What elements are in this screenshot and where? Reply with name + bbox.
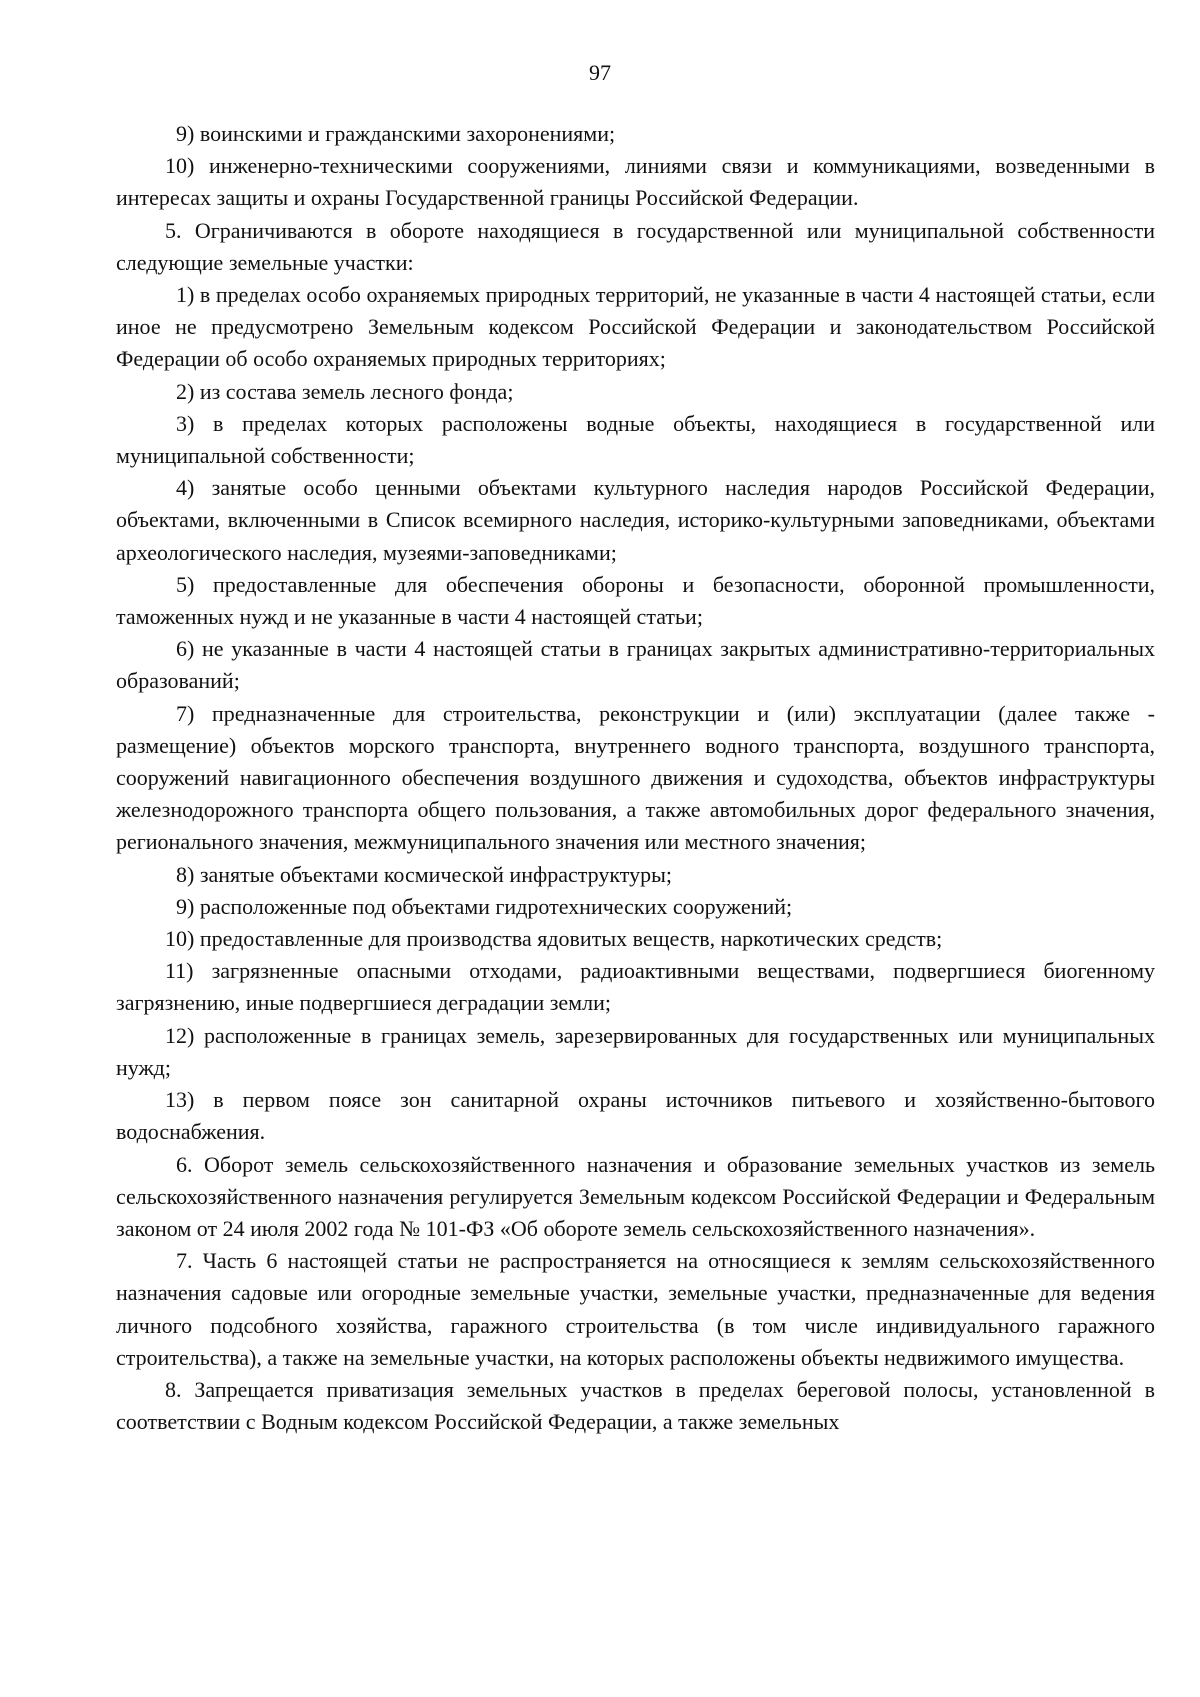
list-item: 2) из состава земель лесного фонда; xyxy=(176,378,514,404)
list-item: 3) в пределах которых расположены водные объекты, находящиеся в государственной или муниципальной собственности; xyxy=(116,410,1155,469)
list-item: 13) в первом поясе зон санитарной охраны источников питьевого и хозяйственно-бытового водоснабжения. xyxy=(116,1087,1155,1145)
list-item: 10) предоставленные для производства ядовитых веществ, наркотических средств; xyxy=(165,926,943,952)
list-item: 12) расположенные в границах земель, зарезервированных для государственных или муниципальных нужд; xyxy=(116,1022,1155,1080)
page-number: 97 xyxy=(589,60,611,85)
list-item: 5) предоставленные для обеспечения обороны и безопасности, оборонной промышленности, таможенных нужд и не указанные в части 4 настоящей статьи; xyxy=(116,571,1155,630)
list-item: 6) не указанные в части 4 настоящей статьи в границах закрытых административно-территориальных образований; xyxy=(116,636,1155,694)
list-item: 9) расположенные под объектами гидротехнических сооружений; xyxy=(176,893,793,919)
list-item: 7) предназначенные для строительства, реконструкции и (или) эксплуатации (далее также - размещение) объектов морского транспорта, внутреннего водного транспорта, воздушного транспорта, сооружений навигационного обеспечения воздушного движения и судоходства, объектов инфраструктуры железнодорожного транспорта общего пользования, а также автомобильных дорог федерального значения, регионального значения, межмуниципального значения или местного значения; xyxy=(116,700,1155,855)
list-item: 4) занятые особо ценными объектами культурного наследия народов Российской Федерации, объектами, включенными в Список всемирного наследия, историко-культурными заповедниками, объектами археологического наследия, музеями-заповедниками; xyxy=(116,475,1155,565)
clause-paragraph: 6. Оборот земель сельскохозяйственного назначения и образование земельных участков из земель сельскохозяйственного назначения регулируется Земельным кодексом Российской Федерации и Федеральным законом от 24 июля 2002 года № 101-ФЗ «Об обороте земель сельскохозяйственного назначения». xyxy=(116,1151,1155,1241)
list-item: 11) загрязненные опасными отходами, радиоактивными веществами, подвергшиеся биогенному загрязнению, иные подвергшиеся деградации земли; xyxy=(116,958,1155,1016)
list-item: 1) в пределах особо охраняемых природных территорий, не указанные в части 4 настоящей статьи, если иное не предусмотрено Земельным кодексом Российской Федерации и законодательством Российской Федерации об особо охраняемых природных территориях; xyxy=(116,282,1155,372)
clause-paragraph: 5. Ограничиваются в обороте находящиеся в государственной или муниципальной собственности следующие земельные участки: xyxy=(116,217,1155,275)
list-item: 10) инженерно-техническими сооружениями, линиями связи и коммуникациями, возведенными в интересах защиты и охраны Государственной границы Российской Федерации. xyxy=(116,153,1155,211)
list-item: 8) занятые объектами космической инфраструктуры; xyxy=(176,861,672,887)
document-body xyxy=(116,118,1155,1438)
clause-paragraph: 8. Запрещается приватизация земельных участков в пределах береговой полосы, установленной в соответствии с Водным кодексом Российской Федерации, а также земельных xyxy=(116,1376,1155,1435)
clause-paragraph: 7. Часть 6 настоящей статьи не распространяется на относящиеся к землям сельскохозяйственного назначения садовые или огородные земельные участки, земельные участки, предназначенные для ведения личного подсобного хозяйства, гаражного строительства (в том числе индивидуального гаражного строительства), а также на земельные участки, на которых расположены объекты недвижимого имущества. xyxy=(116,1248,1155,1370)
list-item: 9) воинскими и гражданскими захоронениями; xyxy=(176,121,616,146)
